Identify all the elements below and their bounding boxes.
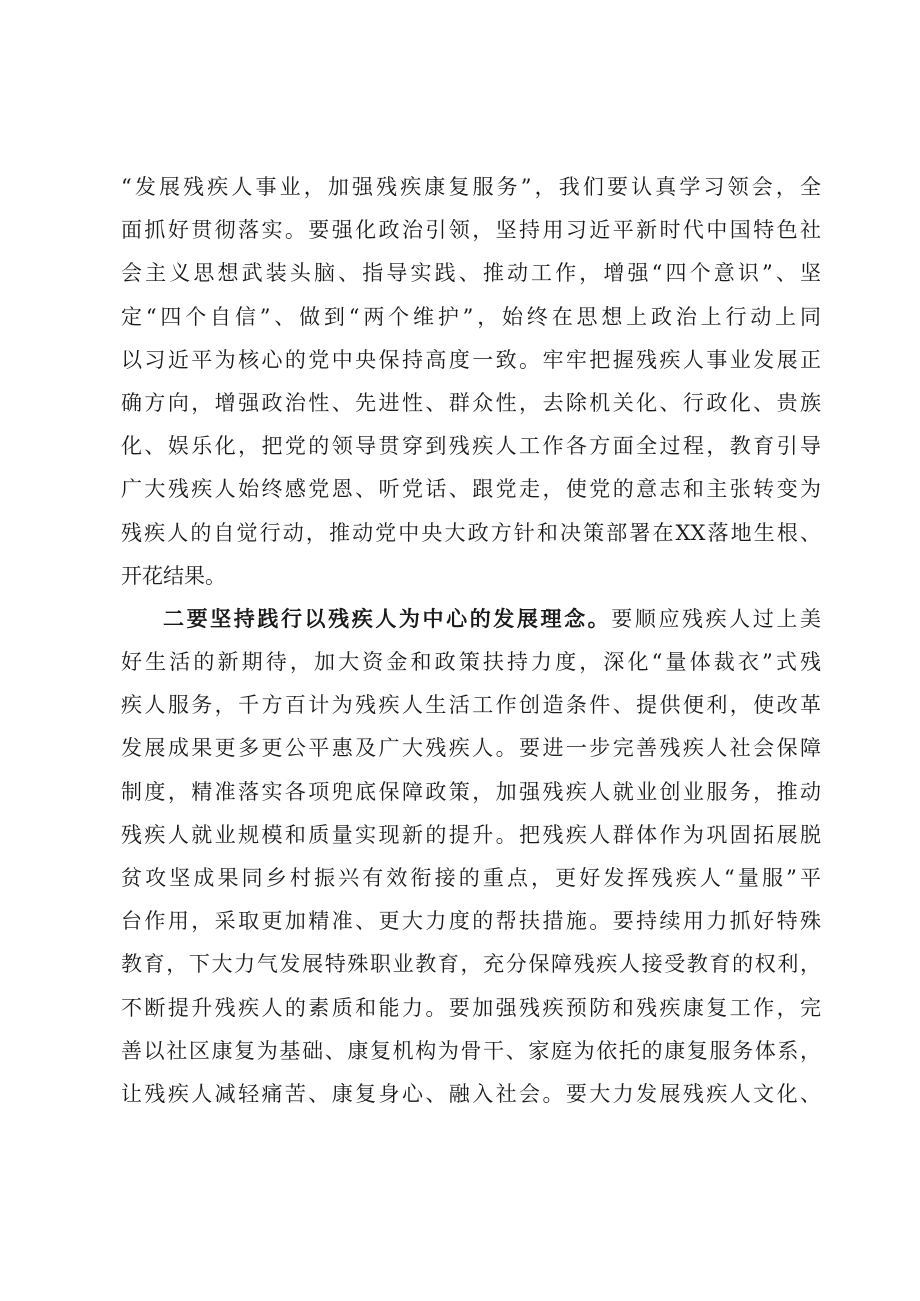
paragraph-1	[121, 166, 821, 598]
paragraph-line: 善以社区康复为基础、康复机构为骨干、家庭为依托的康复服务体系，	[121, 1038, 821, 1063]
paragraph-line: 定“四个自信”、做到“两个维护”，始终在思想上政治上行动上同	[121, 304, 821, 329]
paragraph-line: 残疾人的自觉行动，推动党中央大政方针和决策部署在XX落地生根、	[121, 520, 821, 545]
paragraph-line: 面抓好贯彻落实。要强化政治引领，坚持用习近平新时代中国特色社	[121, 218, 821, 243]
paragraph-line: 制度，精准落实各项兜底保障政策，加强残疾人就业创业服务，推动	[121, 779, 821, 804]
paragraph-line: 以习近平为核心的党中央保持高度一致。牢牢把握残疾人事业发展正	[121, 347, 821, 372]
section-heading: 二要坚持践行以残疾人为中心的发展理念。	[163, 606, 612, 631]
paragraph-line: 贫攻坚成果同乡村振兴有效衔接的重点，更好发挥残疾人“量服”平	[121, 866, 821, 890]
paragraph-line: 残疾人就业规模和质量实现新的提升。把残疾人群体作为巩固拓展脱	[121, 822, 821, 847]
paragraph-line: 开花结果。	[121, 563, 226, 588]
paragraph-2	[121, 598, 821, 1116]
document-body	[121, 166, 821, 1116]
paragraph-line: 疾人服务，千方百计为残疾人生活工作创造条件、提供便利，使改革	[121, 693, 821, 718]
paragraph-text: 要顺应残疾人过上美	[611, 606, 822, 631]
paragraph-line: “发展残疾人事业，加强残疾康复服务”，我们要认真学习领会，全	[121, 175, 821, 199]
paragraph-line: 让残疾人减轻痛苦、康复身心、融入社会。要大力发展残疾人文化、	[121, 1081, 821, 1106]
paragraph-line: 发展成果更多更公平惠及广大残疾人。要进一步完善残疾人社会保障	[121, 736, 821, 761]
paragraph-line: 会主义思想武装头脑、指导实践、推动工作，增强“四个意识”、坚	[121, 261, 821, 286]
paragraph-line: 确方向，增强政治性、先进性、群众性，去除机关化、行政化、贵族	[121, 390, 821, 415]
paragraph-line: 好生活的新期待，加大资金和政策扶持力度，深化“量体裁衣”式残	[121, 650, 821, 675]
paragraph-line: 台作用，采取更加精准、更大力度的帮扶措施。要持续用力抓好特殊	[121, 909, 821, 934]
paragraph-line: 化、娱乐化，把党的领导贯穿到残疾人工作各方面全过程，教育引导	[121, 434, 821, 459]
paragraph-first-line	[121, 598, 821, 641]
paragraph-line: 不断提升残疾人的素质和能力。要加强残疾预防和残疾康复工作，完	[121, 995, 821, 1020]
paragraph-line: 教育，下大力气发展特殊职业教育，充分保障残疾人接受教育的权利，	[121, 952, 821, 977]
paragraph-line: 广大残疾人始终感党恩、听党话、跟党走，使党的意志和主张转变为	[121, 477, 821, 502]
